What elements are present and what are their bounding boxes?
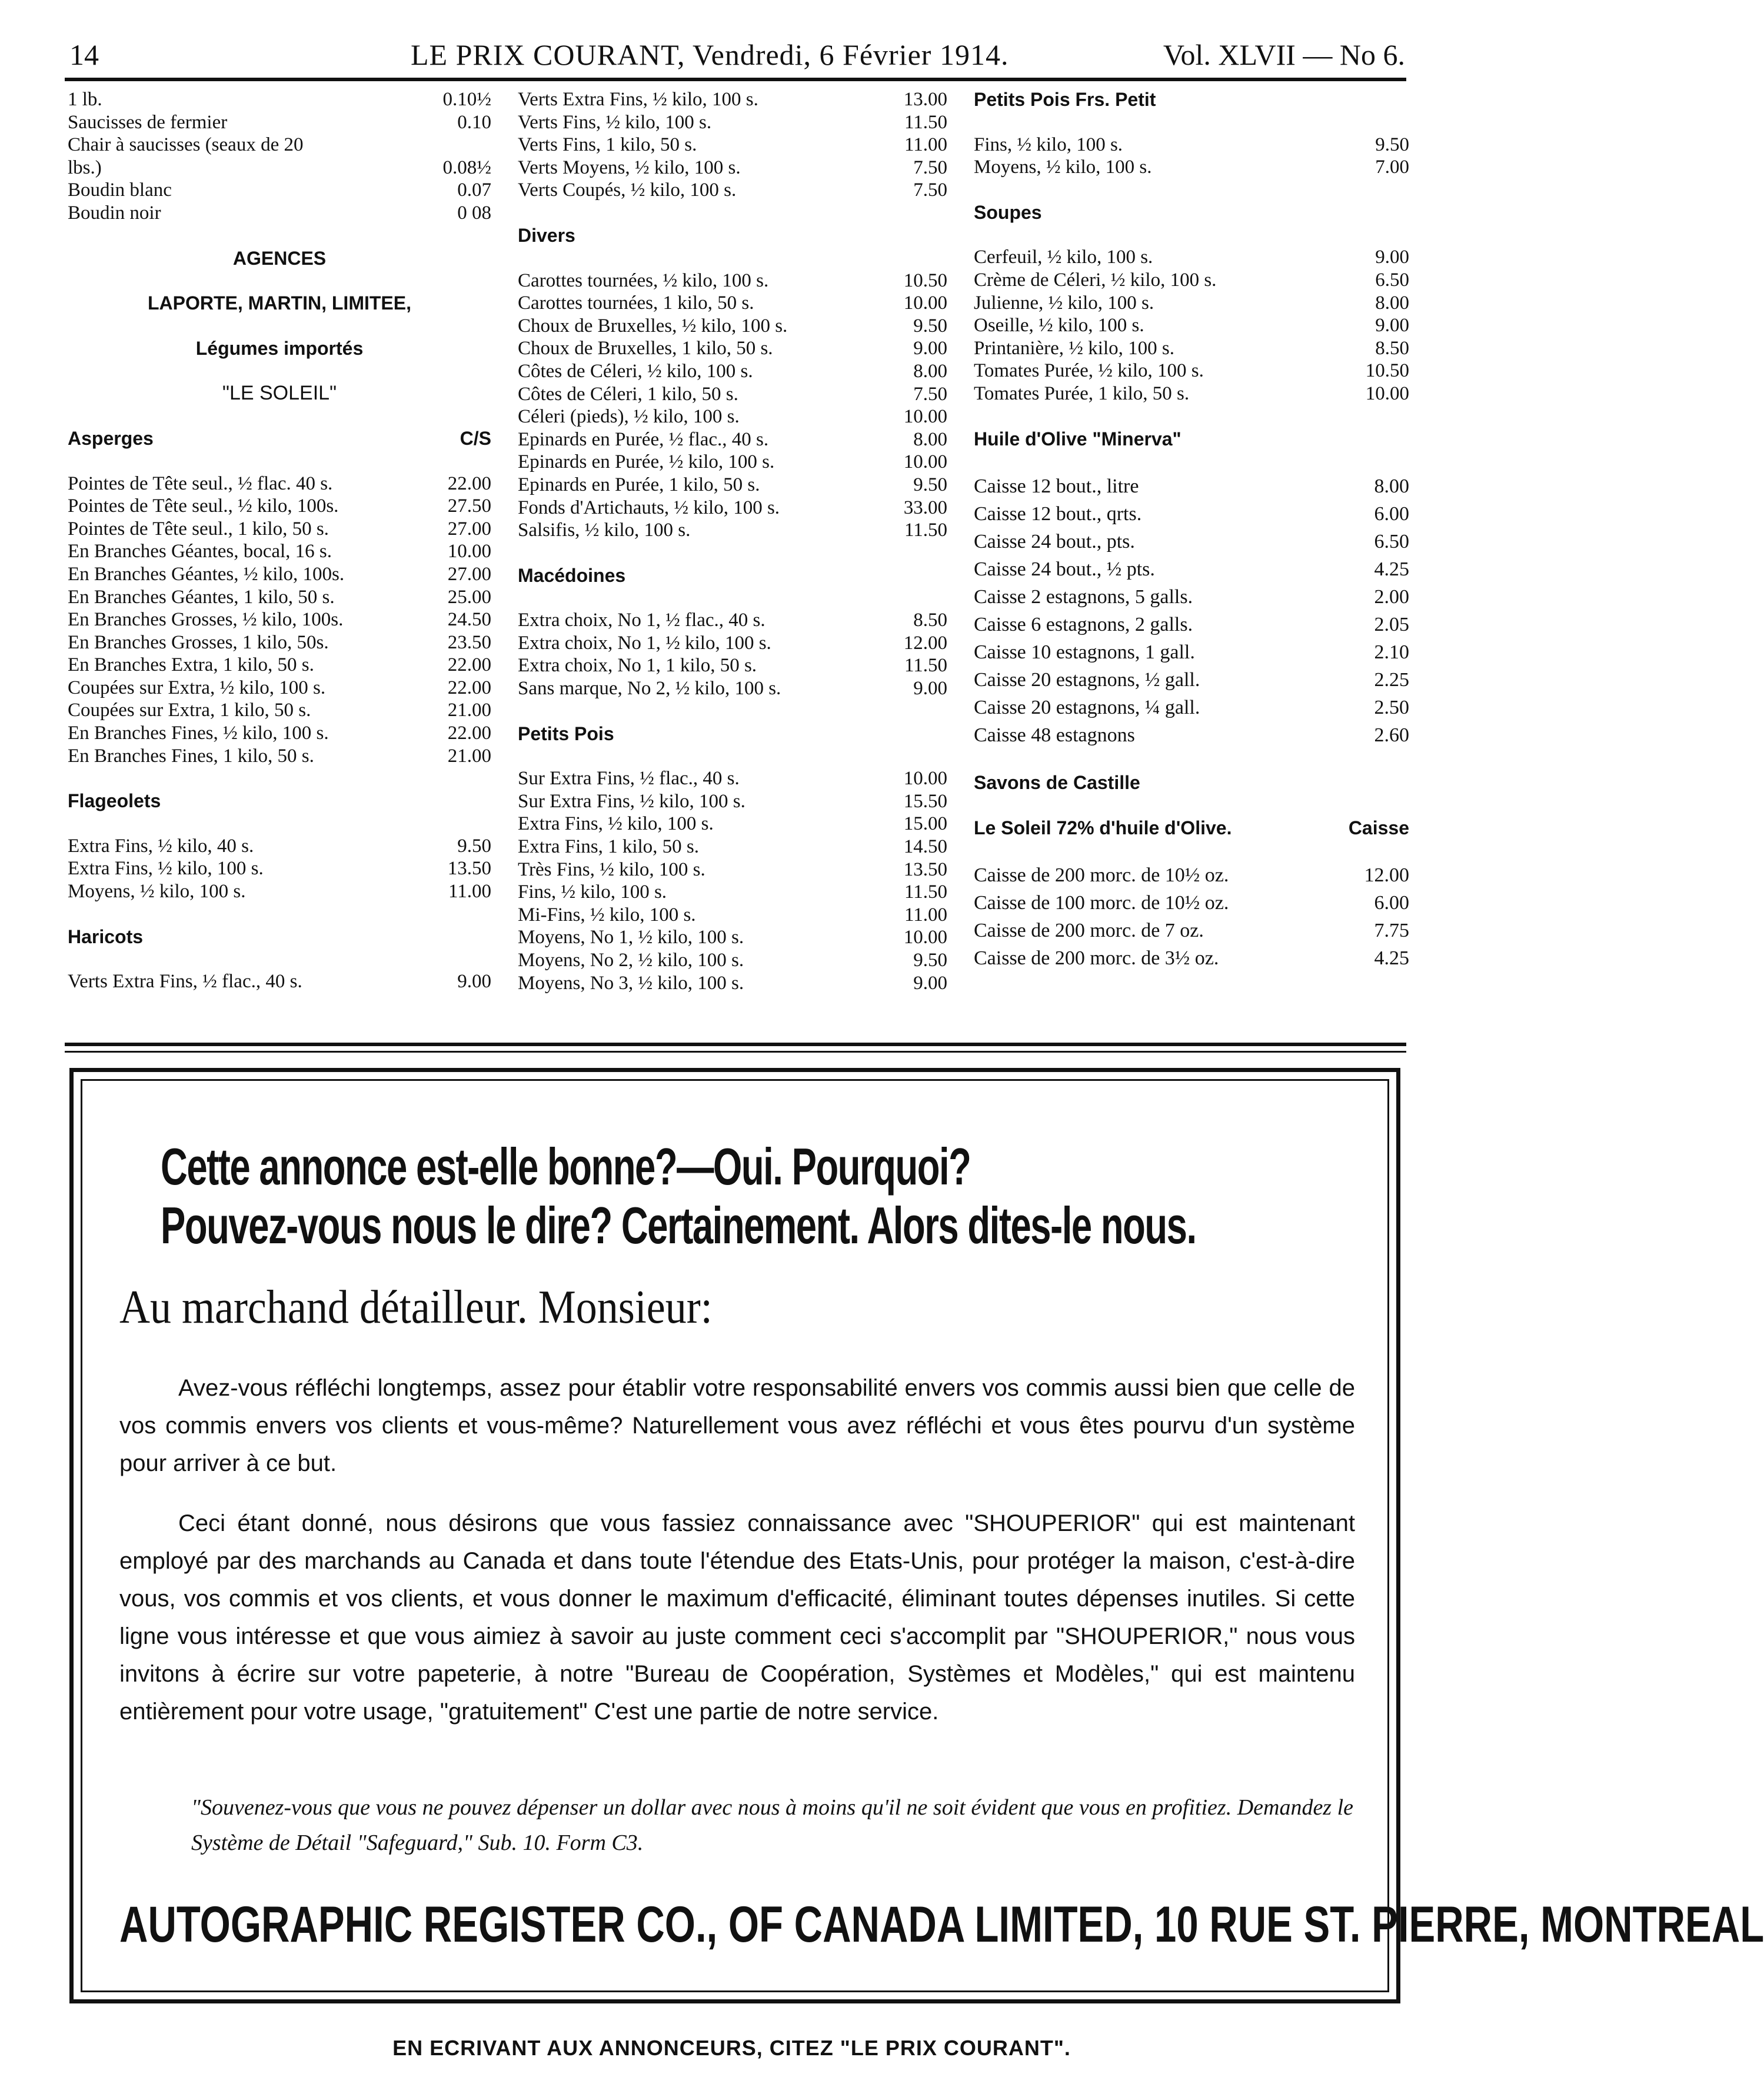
price-item-description: Caisse 10 estagnons, 1 gall. (974, 641, 1195, 664)
price-row (518, 111, 947, 134)
price-item-value: 33.00 (903, 497, 947, 518)
price-row (518, 904, 947, 927)
price-item-value: 8.50 (1375, 337, 1409, 359)
price-item-description: Extra Fins, ½ kilo, 100 s. (518, 813, 714, 835)
price-item-description: Côtes de Céleri, 1 kilo, 50 s. (518, 383, 738, 405)
price-item-description: Epinards en Purée, 1 kilo, 50 s. (518, 474, 760, 495)
price-item-value: 2.60 (1374, 724, 1409, 747)
price-row (518, 179, 947, 202)
price-item-description: Printanière, ½ kilo, 100 s. (974, 337, 1174, 359)
price-item-value: 22.00 (447, 677, 491, 698)
price-row (518, 315, 947, 338)
bottom-notice: EN ECRIVANT AUX ANNONCEURS, CITEZ "LE PRIX COURANT". (392, 2036, 1071, 2060)
price-row (974, 917, 1409, 944)
price-item-description: En Branches Extra, 1 kilo, 50 s. (68, 654, 314, 676)
price-row (518, 497, 947, 520)
page-title: LE PRIX COURANT, Vendredi, 6 Février 1914. (411, 38, 1009, 71)
price-item-value: 14.50 (903, 836, 947, 858)
price-item-value: 11.50 (904, 520, 947, 541)
price-item-value: 10.00 (903, 451, 947, 473)
price-row (974, 292, 1409, 315)
price-item-value: 22.00 (447, 654, 491, 676)
volume-number: Vol. XLVII — No 6. (1163, 38, 1405, 71)
savons-list (974, 861, 1409, 972)
price-row (68, 654, 491, 677)
price-item-description: Extra choix, No 1, ½ kilo, 100 s. (518, 632, 771, 654)
price-item-value: 9.00 (1375, 247, 1409, 268)
price-row (518, 972, 947, 995)
price-item-value: 7.50 (913, 383, 947, 405)
price-item-description: Oseille, ½ kilo, 100 s. (974, 315, 1144, 337)
price-column-3 (974, 88, 1409, 972)
price-item-value: 8.00 (1374, 475, 1409, 498)
price-item-description: Carottes tournées, ½ kilo, 100 s. (518, 269, 769, 291)
price-item-description: Verts Extra Fins, ½ flac., 40 s. (68, 971, 302, 993)
price-item-value: 9.00 (913, 972, 947, 994)
price-row (68, 202, 491, 225)
price-item-description: Très Fins, ½ kilo, 100 s. (518, 858, 705, 880)
price-item-value: 11.50 (904, 655, 947, 677)
price-item-description: Caisse 2 estagnons, 5 galls. (974, 586, 1193, 608)
price-item-value: 11.50 (904, 111, 947, 133)
price-item-value: 12.00 (903, 632, 947, 654)
price-row (974, 861, 1409, 889)
price-item-description: Verts Moyens, ½ kilo, 100 s. (518, 157, 741, 178)
price-item-description: Boudin noir (68, 202, 161, 224)
price-row (974, 611, 1409, 638)
ad-quote: "Souvenez-vous que vous ne pouvez dépenser un dollar avec nous à moins qu'il ne soit évident que vous en profitiez. Demandez le Système de Détail "Safeguard," Sub. 10. Form C3. (191, 1795, 1354, 1855)
price-item-value: 0 08 (457, 202, 491, 224)
price-row (974, 269, 1409, 292)
price-row (518, 337, 947, 360)
price-item-description: Extra choix, No 1, 1 kilo, 50 s. (518, 655, 757, 677)
price-item-description: Cerfeuil, ½ kilo, 100 s. (974, 247, 1153, 268)
price-item-value: 7.50 (913, 179, 947, 201)
price-item-value: 12.00 (1364, 864, 1409, 887)
price-item-value: 4.25 (1374, 947, 1409, 970)
price-row (974, 337, 1409, 360)
price-item-description: Extra Fins, ½ kilo, 40 s. (68, 835, 254, 857)
price-row (974, 246, 1409, 269)
price-item-description: Caisse de 200 morc. de 7 oz. (974, 920, 1204, 942)
price-row (518, 836, 947, 858)
price-item-value: 9.50 (913, 474, 947, 495)
ad-salutation: Au marchand détailleur. Monsieur: (119, 1282, 713, 1333)
price-item-description: Choux de Bruxelles, 1 kilo, 50 s. (518, 338, 773, 360)
price-row (974, 314, 1409, 337)
asperges-list (68, 472, 491, 768)
price-item-value: 6.50 (1375, 269, 1409, 291)
price-row (518, 949, 947, 972)
price-item-value: 9.00 (913, 678, 947, 700)
price-row (974, 944, 1409, 972)
price-row (974, 472, 1409, 500)
price-row (518, 926, 947, 949)
price-item-description: Julienne, ½ kilo, 100 s. (974, 292, 1154, 314)
price-column-2 (518, 88, 947, 994)
sausage-list (68, 88, 491, 225)
price-item-value: 6.50 (1374, 531, 1409, 553)
price-item-description: Mi-Fins, ½ kilo, 100 s. (518, 904, 696, 926)
price-item-description: En Branches Grosses, ½ kilo, 100s. (68, 609, 344, 631)
price-item-value: 10.00 (903, 768, 947, 790)
price-item-value: 6.00 (1374, 892, 1409, 914)
verts-list (518, 88, 947, 202)
price-item-description: Saucisses de fermier (68, 111, 228, 133)
ad-rule-bottom (65, 1051, 1406, 1053)
price-item-description: Caisse 48 estagnons (974, 724, 1135, 747)
price-row (974, 156, 1409, 179)
price-item-value: 11.50 (904, 881, 947, 903)
price-row (518, 654, 947, 677)
price-row (518, 677, 947, 700)
soleil-savon-unit: Caisse (1348, 817, 1409, 838)
price-row (68, 563, 491, 586)
price-item-value: 0.08½ (442, 157, 491, 178)
ad-rule-top (65, 1043, 1406, 1046)
price-item-description: Coupées sur Extra, ½ kilo, 100 s. (68, 677, 326, 698)
price-row (68, 111, 491, 134)
ad-paragraph-2: Ceci étant donné, nous désirons que vous fassiez connaissance avec "SHOUPERIOR" qui est maintenant employé par des marchands au Canada et dans toute l'étendue des Etats-Unis, pour protéger la maison, c'est-à-dire vous, vos commis et vos clients, et vous donner le maximum d'efficacité, éliminant toutes dépenses inutiles. Si cette ligne vous intéresse et que vous aimiez à savoir au juste comment ceci s'accomplit par "SHOUPERIOR," nous vous invitons à écrire sur votre papeterie, à notre "Bureau de Coopération, Systèmes et Modèles," qui est maintenu entièrement pour votre usage, "gratuitement" C'est une partie de notre service. (119, 1510, 1355, 1725)
price-item-value: 27.50 (447, 495, 491, 517)
price-row (68, 745, 491, 768)
price-item-value: 8.00 (913, 428, 947, 450)
price-item-description: En Branches Grosses, 1 kilo, 50s. (68, 631, 329, 653)
price-item-value: 0.10 (457, 111, 491, 133)
price-item-value: 9.50 (1375, 134, 1409, 155)
price-row (518, 790, 947, 813)
price-item-value: 2.25 (1374, 669, 1409, 691)
price-item-value: 2.50 (1374, 697, 1409, 719)
price-item-value: 9.50 (913, 315, 947, 337)
price-row (518, 767, 947, 790)
price-row (974, 555, 1409, 583)
price-item-description: 1 lb. (68, 89, 102, 110)
price-row (974, 889, 1409, 917)
price-item-description: Coupées sur Extra, 1 kilo, 50 s. (68, 700, 311, 721)
price-item-description: Moyens, No 2, ½ kilo, 100 s. (518, 950, 744, 971)
price-row (518, 428, 947, 451)
price-item-value: 10.00 (1365, 382, 1409, 404)
price-item-value (432, 134, 491, 157)
soleil-brand: "LE SOLEIL" (222, 382, 337, 405)
price-row (518, 609, 947, 632)
advertisement-box (69, 1068, 1764, 2003)
price-item-description: En Branches Géantes, ½ kilo, 100s. (68, 563, 345, 585)
price-item-value: 9.50 (913, 950, 947, 971)
flageolets-list (68, 835, 491, 903)
price-item-value: 11.00 (904, 134, 947, 156)
flageolets-heading: Flageolets (68, 790, 161, 812)
price-row (518, 881, 947, 904)
price-column-1 (68, 88, 491, 993)
price-item-description: Céleri (pieds), ½ kilo, 100 s. (518, 406, 740, 428)
price-item-description: Extra Fins, ½ kilo, 100 s. (68, 858, 264, 880)
price-item-description: Fonds d'Artichauts, ½ kilo, 100 s. (518, 497, 780, 518)
price-row (974, 666, 1409, 694)
price-item-description: Verts Extra Fins, ½ kilo, 100 s. (518, 89, 758, 110)
price-item-value: 22.00 (447, 723, 491, 744)
price-item-value: 21.00 (447, 745, 491, 767)
price-row (974, 360, 1409, 382)
petits-pois-list (518, 767, 947, 994)
agences-heading: AGENCES (232, 247, 327, 269)
asperges-heading: Asperges (68, 427, 154, 449)
price-row (68, 179, 491, 202)
price-row (68, 540, 491, 563)
price-row (68, 699, 491, 722)
header-rule (65, 78, 1406, 81)
price-row (68, 608, 491, 631)
price-row (518, 383, 947, 406)
price-item-value: 7.50 (913, 157, 947, 178)
price-item-description: Caisse 12 bout., litre (974, 475, 1139, 498)
haricots-list (68, 970, 491, 993)
price-item-value: 7.75 (1374, 920, 1409, 942)
price-item-description: Sur Extra Fins, ½ kilo, 100 s. (518, 790, 745, 812)
price-row (518, 632, 947, 655)
price-item-description: Verts Coupés, ½ kilo, 100 s. (518, 179, 737, 201)
price-item-description: lbs.) (68, 157, 102, 178)
price-item-description: Choux de Bruxelles, ½ kilo, 100 s. (518, 315, 788, 337)
price-row (68, 677, 491, 700)
price-item-value: 2.00 (1374, 586, 1409, 608)
pois-frs-heading: Petits Pois Frs. Petit (974, 89, 1156, 110)
ad-company-footer: AUTOGRAPHIC REGISTER CO., OF CANADA LIMITED, 10 RUE ST. PIERRE, MONTREAL (119, 1896, 1764, 1953)
price-row (518, 269, 947, 292)
price-item-description: Verts Fins, 1 kilo, 50 s. (518, 134, 697, 156)
price-row (974, 694, 1409, 721)
price-item-description: Fins, ½ kilo, 100 s. (518, 881, 667, 903)
soupes-heading: Soupes (974, 201, 1042, 223)
laporte-heading: LAPORTE, MARTIN, LIMITEE, (148, 292, 411, 314)
soupes-list (974, 246, 1409, 405)
price-row (518, 134, 947, 157)
price-item-description: Salsifis, ½ kilo, 100 s. (518, 520, 691, 541)
legumes-heading: Légumes importés (195, 337, 364, 359)
price-item-value: 4.25 (1374, 558, 1409, 581)
price-item-value: 2.10 (1374, 641, 1409, 664)
price-item-description: Tomates Purée, ½ kilo, 100 s. (974, 360, 1204, 382)
price-item-value: 6.00 (1374, 503, 1409, 525)
divers-list (518, 269, 947, 542)
price-item-description: Caisse 12 bout., qrts. (974, 503, 1142, 525)
price-item-description: Fins, ½ kilo, 100 s. (974, 134, 1123, 155)
price-item-value: 7.00 (1375, 157, 1409, 178)
price-row (68, 495, 491, 518)
page-number: 14 (69, 38, 99, 71)
savons-heading: Savons de Castille (974, 772, 1140, 794)
price-item-description: En Branches Fines, ½ kilo, 100 s. (68, 723, 329, 744)
price-item-description: En Branches Géantes, bocal, 16 s. (68, 541, 332, 562)
price-item-description: Caisse 24 bout., ½ pts. (974, 558, 1155, 581)
price-row (68, 835, 491, 858)
price-row (68, 472, 491, 495)
price-item-description: Côtes de Céleri, ½ kilo, 100 s. (518, 360, 753, 382)
price-item-description: En Branches Fines, 1 kilo, 50 s. (68, 745, 314, 767)
price-row (518, 474, 947, 497)
price-item-value: 13.50 (903, 858, 947, 880)
price-item-description: Caisse 20 estagnons, ¼ gall. (974, 697, 1200, 719)
price-row (68, 857, 491, 880)
price-item-description: Pointes de Tête seul., ½ flac. 40 s. (68, 472, 333, 494)
price-row (518, 451, 947, 474)
price-item-value: 27.00 (447, 563, 491, 585)
price-row (518, 519, 947, 542)
soleil-savon-row (974, 817, 1409, 840)
ad-paragraph-1: Avez-vous réfléchi longtemps, assez pour établir votre responsabilité envers vos commis aussi bien que celle de vos commis envers vos clients et vous-même? Naturellement vous avez réfléchi et vous êtes pourvu d'un système pour arriver à ce but. (119, 1375, 1355, 1476)
price-row (974, 721, 1409, 749)
price-item-value: 0.07 (457, 179, 491, 201)
price-item-description: Tomates Purée, 1 kilo, 50 s. (974, 382, 1190, 404)
price-item-description: Moyens, ½ kilo, 100 s. (974, 157, 1152, 178)
price-row (68, 134, 491, 157)
price-item-value: 8.00 (913, 360, 947, 382)
price-item-description: Chair à saucisses (seaux de 20 (68, 134, 304, 156)
price-item-value: 10.00 (903, 292, 947, 314)
price-item-value: 11.00 (448, 881, 491, 903)
price-item-description: Crème de Céleri, ½ kilo, 100 s. (974, 269, 1217, 291)
price-item-value: 0.10½ (442, 89, 491, 110)
price-item-description: Caisse de 200 morc. de 3½ oz. (974, 947, 1219, 970)
price-item-value: 9.50 (457, 835, 491, 857)
price-item-description: Epinards en Purée, ½ flac., 40 s. (518, 428, 769, 450)
price-row (68, 631, 491, 654)
price-row (518, 157, 947, 179)
price-item-value: 8.50 (913, 610, 947, 631)
price-item-value: 23.50 (447, 631, 491, 653)
haricots-heading: Haricots (68, 926, 144, 947)
page-header (69, 29, 1405, 76)
price-row (518, 405, 947, 428)
divers-heading: Divers (518, 224, 575, 246)
price-item-description: Moyens, No 3, ½ kilo, 100 s. (518, 972, 744, 994)
price-item-description: Epinards en Purée, ½ kilo, 100 s. (518, 451, 775, 473)
price-row (518, 292, 947, 315)
price-item-value: 15.50 (903, 790, 947, 812)
price-item-value: 27.00 (447, 518, 491, 540)
price-item-description: Pointes de Tête seul., 1 kilo, 50 s. (68, 518, 329, 540)
asperges-unit: C/S (460, 427, 491, 449)
price-item-description: Sans marque, No 2, ½ kilo, 100 s. (518, 678, 781, 700)
price-item-value: 15.00 (903, 813, 947, 835)
price-row (518, 88, 947, 111)
price-row (974, 500, 1409, 528)
price-item-value: 22.00 (447, 472, 491, 494)
price-item-value: 25.00 (447, 586, 491, 608)
price-item-description: Extra choix, No 1, ½ flac., 40 s. (518, 610, 765, 631)
price-item-value: 8.00 (1375, 292, 1409, 314)
price-item-description: Verts Fins, ½ kilo, 100 s. (518, 111, 712, 133)
huile-heading: Huile d'Olive "Minerva" (974, 428, 1181, 450)
price-item-value: 24.50 (447, 609, 491, 631)
price-row (68, 586, 491, 609)
price-item-value: 10.50 (903, 269, 947, 291)
price-row (974, 382, 1409, 405)
price-row (974, 134, 1409, 157)
price-item-description: Carottes tournées, 1 kilo, 50 s. (518, 292, 754, 314)
price-item-description: Caisse 24 bout., pts. (974, 531, 1135, 553)
price-item-description: Caisse de 100 morc. de 10½ oz. (974, 892, 1229, 914)
price-item-value: 13.00 (903, 89, 947, 110)
price-row (68, 88, 491, 111)
price-item-description: Pointes de Tête seul., ½ kilo, 100s. (68, 495, 339, 517)
price-item-value: 11.00 (904, 904, 947, 926)
price-row (974, 528, 1409, 555)
price-item-description: Sur Extra Fins, ½ flac., 40 s. (518, 768, 740, 790)
ad-headline-2: Pouvez-vous nous le dire? Certainement. Alors dites-le nous. (161, 1196, 1196, 1254)
price-item-description: Caisse de 200 morc. de 10½ oz. (974, 864, 1229, 887)
price-item-value: 2.05 (1374, 614, 1409, 636)
macedoines-heading: Macédoines (518, 564, 626, 586)
price-row (68, 722, 491, 745)
price-row (518, 360, 947, 383)
price-item-description: Moyens, No 1, ½ kilo, 100 s. (518, 927, 744, 948)
price-item-value: 10.50 (1365, 360, 1409, 382)
petits-pois-heading: Petits Pois (518, 723, 614, 744)
price-row (518, 813, 947, 836)
price-item-value: 21.00 (447, 700, 491, 721)
price-item-description: Caisse 20 estagnons, ½ gall. (974, 669, 1200, 691)
price-item-value: 9.00 (457, 971, 491, 993)
soleil-savon-heading: Le Soleil 72% d'huile d'Olive. (974, 817, 1232, 838)
macedoines-list (518, 609, 947, 700)
price-row (68, 518, 491, 541)
price-row (68, 880, 491, 903)
price-item-value: 10.00 (447, 541, 491, 562)
price-item-description: En Branches Géantes, 1 kilo, 50 s. (68, 586, 335, 608)
asperges-heading-row (68, 427, 491, 450)
price-row (974, 638, 1409, 666)
price-item-value: 10.00 (903, 406, 947, 428)
price-row (974, 583, 1409, 611)
price-row (68, 970, 491, 993)
price-item-value: 9.00 (1375, 315, 1409, 337)
ad-headline-1: Cette annonce est-elle bonne?—Oui. Pourquoi? (161, 1137, 971, 1196)
price-item-value: 9.00 (913, 338, 947, 360)
price-item-description: Caisse 6 estagnons, 2 galls. (974, 614, 1193, 636)
price-item-value: 10.00 (903, 927, 947, 948)
huile-list (974, 472, 1409, 749)
price-item-description: Boudin blanc (68, 179, 172, 201)
price-row (68, 157, 491, 179)
price-item-description: Extra Fins, 1 kilo, 50 s. (518, 836, 700, 858)
pois-frs-list (974, 134, 1409, 179)
price-item-value: 13.50 (447, 858, 491, 880)
price-row (518, 858, 947, 881)
price-item-description: Moyens, ½ kilo, 100 s. (68, 881, 246, 903)
